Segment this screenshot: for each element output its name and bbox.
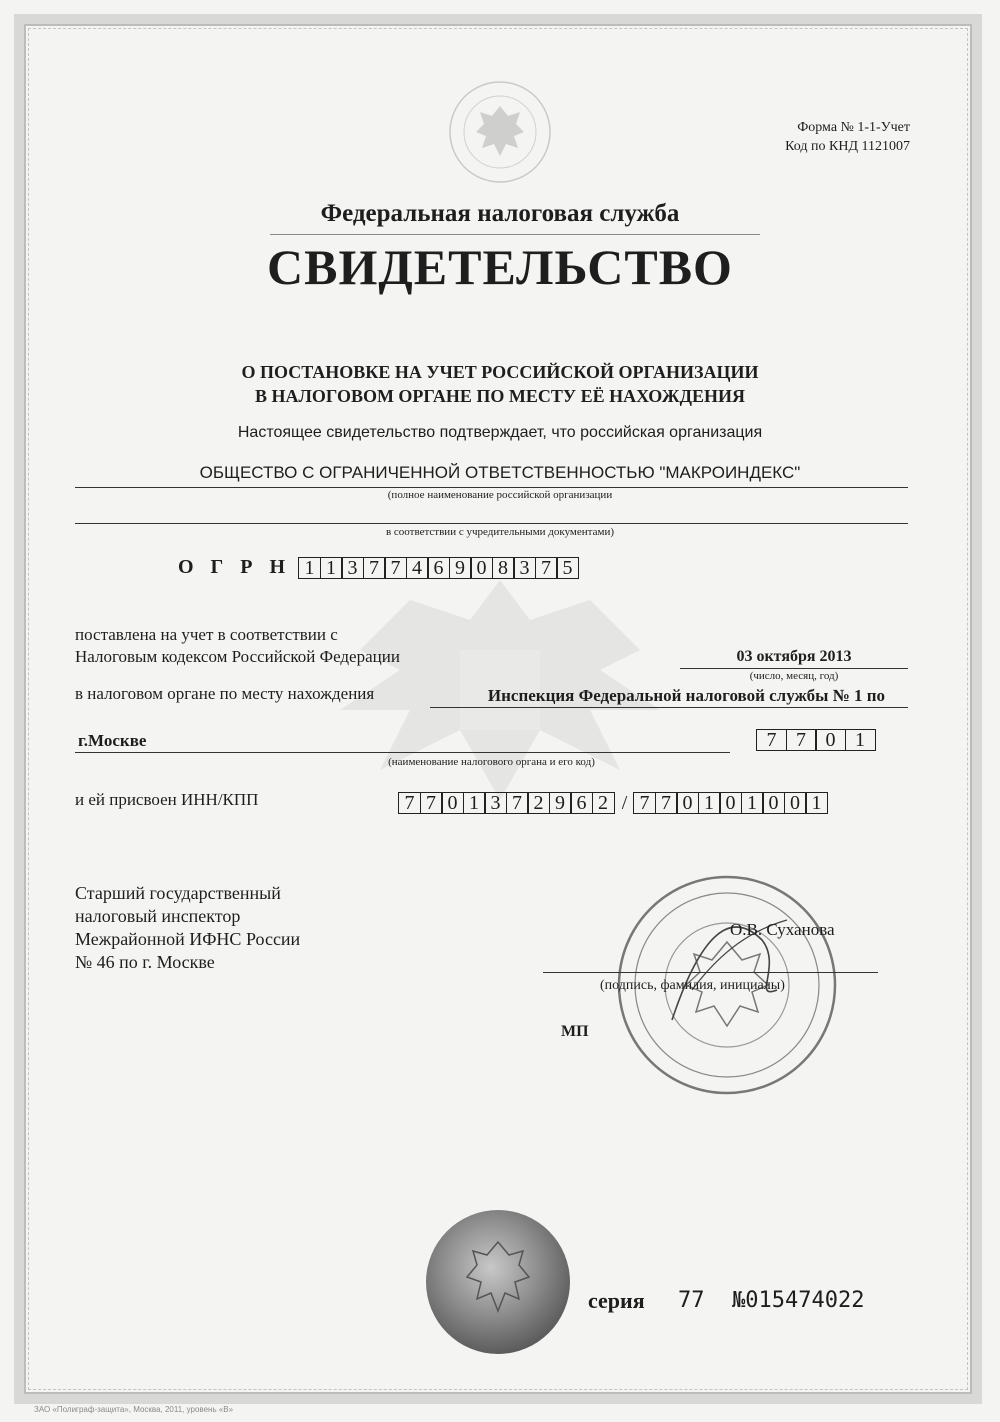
org-name-line [75,487,908,488]
kpp-digit: 0 [762,792,785,814]
ogrn-digit: 6 [427,557,450,579]
mp-label: МП [561,1023,589,1040]
authority-city: г.Москве [78,731,147,750]
registration-line-2: Налоговым кодексом Российской Федерации [75,647,400,666]
kpp-digit: 0 [784,792,807,814]
ogrn-label: О Г Р Н [178,556,292,578]
inn-digit: 1 [463,792,486,814]
inn-digit: 7 [506,792,529,814]
ogrn-digit: 3 [513,557,536,579]
subtitle-line-1: О ПОСТАНОВКЕ НА УЧЕТ РОССИЙСКОЙ ОРГАНИЗАЦИИ [241,362,759,382]
inn-kpp-boxes [398,792,828,814]
inn-kpp-label: и ей присвоен ИНН/КПП [75,790,259,809]
signatory-line-1: Старший государственный [75,883,281,903]
emblem-icon [448,80,552,184]
organization-name: ОБЩЕСТВО С ОГРАНИЧЕННОЙ ОТВЕТСТВЕННОСТЬЮ "МАКРОИНДЕКС" [199,463,801,482]
ogrn-digit: 1 [298,557,321,579]
signatory-name: О.В. Суханова [730,920,835,939]
org-caption-1: (полное наименование российской организации [387,489,613,501]
date-line [680,668,908,669]
registration-line-1: поставлена на учет в соответствии с [75,625,338,644]
signatory-line-4: № 46 по г. Москве [75,952,215,972]
authority-code-digit: 1 [845,729,876,751]
series-label: серия [588,1288,645,1313]
authority-caption: (наименование налогового органа и его код) [388,756,595,768]
ogrn-digit: 4 [406,557,429,579]
series-value: 77 [678,1288,705,1313]
ogrn-digit: 9 [449,557,472,579]
inn-digit: 0 [441,792,464,814]
ogrn-digit: 0 [470,557,493,579]
document-title: СВИДЕТЕЛЬСТВО [267,239,733,295]
form-number: Форма № 1-1-Учет [797,120,910,135]
inn-digit: 2 [592,792,615,814]
inn-digit: 2 [527,792,550,814]
authority-code-boxes [756,729,876,751]
authority-label: в налоговом органе по месту нахождения [75,684,375,703]
ogrn-boxes [298,557,579,579]
org-name-line-2 [75,523,908,524]
kpp-digit: 0 [719,792,742,814]
ogrn-digit: 5 [556,557,579,579]
ogrn-digit: 1 [320,557,343,579]
signature-line [543,972,878,973]
kpp-digit: 0 [676,792,699,814]
ogrn-digit: 7 [535,557,558,579]
ogrn-digit: 3 [341,557,364,579]
signatory-line-3: Межрайонной ИФНС России [75,929,301,949]
signatory-line-2: налоговый инспектор [75,906,241,926]
ogrn-digit: 7 [363,557,386,579]
kpp-digit: 1 [741,792,764,814]
authority-name: Инспекция Федеральной налоговой службы № 1 по [487,686,885,705]
kpp-digit: 7 [655,792,678,814]
authority-code-digit: 0 [815,729,846,751]
kpp-digit: 1 [698,792,721,814]
ogrn-digit: 8 [492,557,515,579]
confirm-text: Настоящее свидетельство подтверждает, что российская организация [237,424,763,441]
series-number: №015474022 [732,1288,865,1313]
authority-code-digit: 7 [786,729,817,751]
ogrn-digit: 7 [384,557,407,579]
inn-digit: 6 [570,792,593,814]
registration-date: 03 октября 2013 [736,648,852,665]
printer-info: ЗАО «Полиграф-защита», Москва, 2011, уровень «В» [34,1405,234,1414]
org-caption-2: в соответствии с учредительными документами) [385,526,614,538]
date-caption: (число, месяц, год) [749,670,839,682]
kpp-digit: 7 [633,792,656,814]
inn-digit: 9 [549,792,572,814]
kpp-digit: 1 [805,792,828,814]
inn-digit: 7 [420,792,443,814]
city-line [75,752,730,753]
agency-underline [270,234,760,235]
authority-line [430,707,908,708]
authority-code-digit: 7 [756,729,787,751]
knd-code: Код по КНД 1121007 [785,139,910,154]
inn-kpp-separator: / [621,792,628,814]
inn-digit: 3 [484,792,507,814]
subtitle-line-2: В НАЛОГОВОМ ОРГАНЕ ПО МЕСТУ ЕЁ НАХОЖДЕНИЯ [255,386,745,406]
hologram-seal-icon [423,1207,573,1357]
signature-caption: (подпись, фамилия, инициалы) [600,978,785,993]
agency-name: Федеральная налоговая служба [320,200,680,227]
inn-digit: 7 [398,792,421,814]
